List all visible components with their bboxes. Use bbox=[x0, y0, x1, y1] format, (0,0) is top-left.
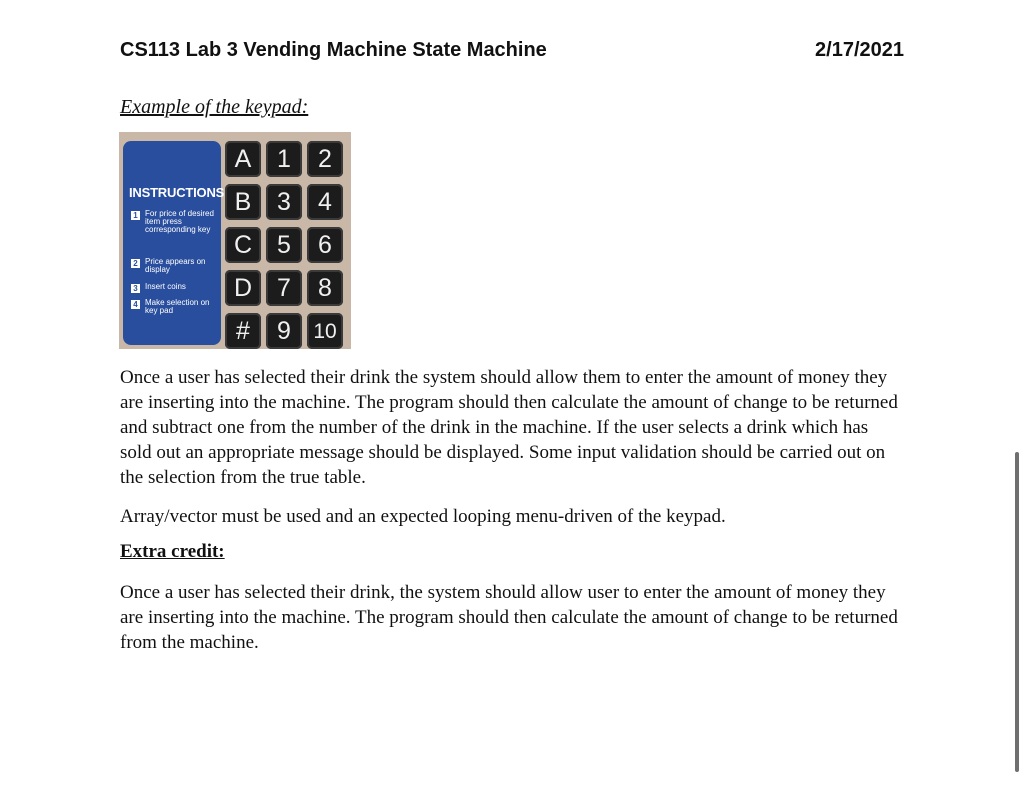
page-header bbox=[120, 36, 904, 64]
key-grid bbox=[225, 141, 343, 349]
instruction-step: 4 Make selection on key pad bbox=[131, 299, 215, 315]
keypad-key: 3 bbox=[266, 184, 302, 220]
figure-caption: Example of the keypad: bbox=[120, 96, 309, 118]
paragraph-requirements: Once a user has selected their drink the system should allow them to enter the amount of money they are inserting into the machine. The program should then calculate the amount of change to be returned and subtract one from the number of the drink in the machine. If the user selects a drink which has sold out an appropriate message should be displayed. Some input validation should be carried out on the selection from the true table. bbox=[120, 367, 898, 488]
keypad-key: A bbox=[225, 141, 261, 177]
document-date: 2/17/2021 bbox=[815, 38, 904, 61]
keypad-key: 10 bbox=[307, 313, 343, 349]
extra-credit-heading: Extra credit: bbox=[120, 541, 225, 562]
instructions-panel bbox=[123, 141, 225, 345]
instructions-title: INSTRUCTIONS bbox=[129, 185, 225, 200]
instruction-step: 3 Insert coins bbox=[131, 283, 215, 293]
vertical-scrollbar[interactable] bbox=[1015, 452, 1019, 772]
instruction-step: 2 Price appears on display bbox=[131, 258, 215, 274]
paragraph-array-requirement: Array/vector must be used and an expected looping menu-driven of the keypad. bbox=[120, 506, 726, 527]
keypad-key: 1 bbox=[266, 141, 302, 177]
keypad-key: D bbox=[225, 270, 261, 306]
keypad-key: # bbox=[225, 313, 261, 349]
keypad-key: C bbox=[225, 227, 261, 263]
keypad-key: 2 bbox=[307, 141, 343, 177]
keypad-key: 5 bbox=[266, 227, 302, 263]
instruction-step: 1 For price of desired item press corresponding key bbox=[131, 210, 215, 234]
keypad-key: 6 bbox=[307, 227, 343, 263]
paragraph-extra-credit: Once a user has selected their drink, the system should allow user to enter the amount of money they are inserting into the machine. The program should then calculate the amount of change to be returned from the machine. bbox=[120, 582, 898, 653]
keypad-key: 9 bbox=[266, 313, 302, 349]
keypad-key: 8 bbox=[307, 270, 343, 306]
keypad-image bbox=[119, 132, 351, 349]
document-title: CS113 Lab 3 Vending Machine State Machine bbox=[120, 38, 547, 61]
keypad-key: B bbox=[225, 184, 261, 220]
keypad-key: 7 bbox=[266, 270, 302, 306]
keypad-key: 4 bbox=[307, 184, 343, 220]
